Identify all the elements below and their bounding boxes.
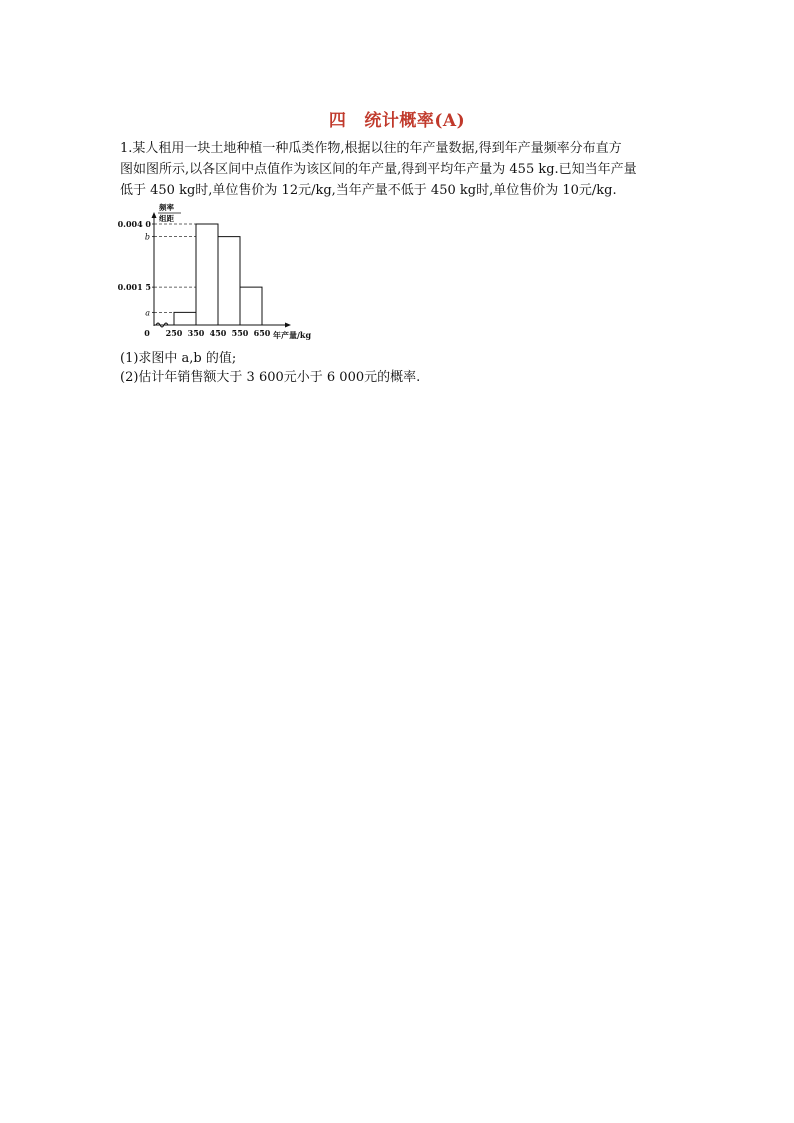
problem-line: 1.某人租用一块土地种植一种瓜类作物,根据以往的年产量数据,得到年产量频率分布直方 (120, 141, 622, 156)
section-number: 四 (328, 111, 347, 131)
histogram-bar (240, 287, 262, 325)
x-axis-arrow (285, 323, 291, 328)
frequency-histogram (115, 202, 335, 342)
y-axis-arrow (152, 212, 157, 218)
question-1: (1)求图中 a,b 的值; (120, 351, 237, 366)
page-title (0, 106, 794, 131)
problem-line: 低于 450 kg时,单位售价为 12元/kg,当年产量不低于 450 kg时,单位售价为 10元/kg. (120, 183, 617, 198)
y-tick-label: 0.001 5 (117, 282, 151, 293)
x-tick-label: 250 (165, 328, 183, 338)
histogram-bar (174, 312, 196, 325)
x-axis-label: 年产量/kg (273, 330, 312, 340)
y-axis-label-denominator: 组距 (159, 214, 174, 223)
problem-statement (120, 138, 680, 201)
x-tick-label: 550 (231, 328, 249, 338)
x-tick-label: 350 (187, 328, 205, 338)
y-tick-label: a (145, 308, 150, 318)
origin-label: 0 (144, 328, 150, 338)
x-tick-label: 450 (209, 328, 227, 338)
problem-line: 图如图所示,以各区间中点值作为该区间的年产量,得到平均年产量为 455 kg.已知当年产量 (120, 162, 637, 177)
y-axis-label-numerator: 频率 (159, 203, 174, 212)
section-title: 统计概率(A) (364, 111, 466, 131)
histogram-bar (218, 237, 240, 325)
question-2: (2)估计年销售额大于 3 600元小于 6 000元的概率. (120, 370, 421, 385)
y-tick-label: b (144, 232, 150, 242)
x-tick-label: 650 (253, 328, 271, 338)
histogram-bar (196, 224, 218, 325)
y-tick-label: 0.004 0 (117, 219, 151, 229)
